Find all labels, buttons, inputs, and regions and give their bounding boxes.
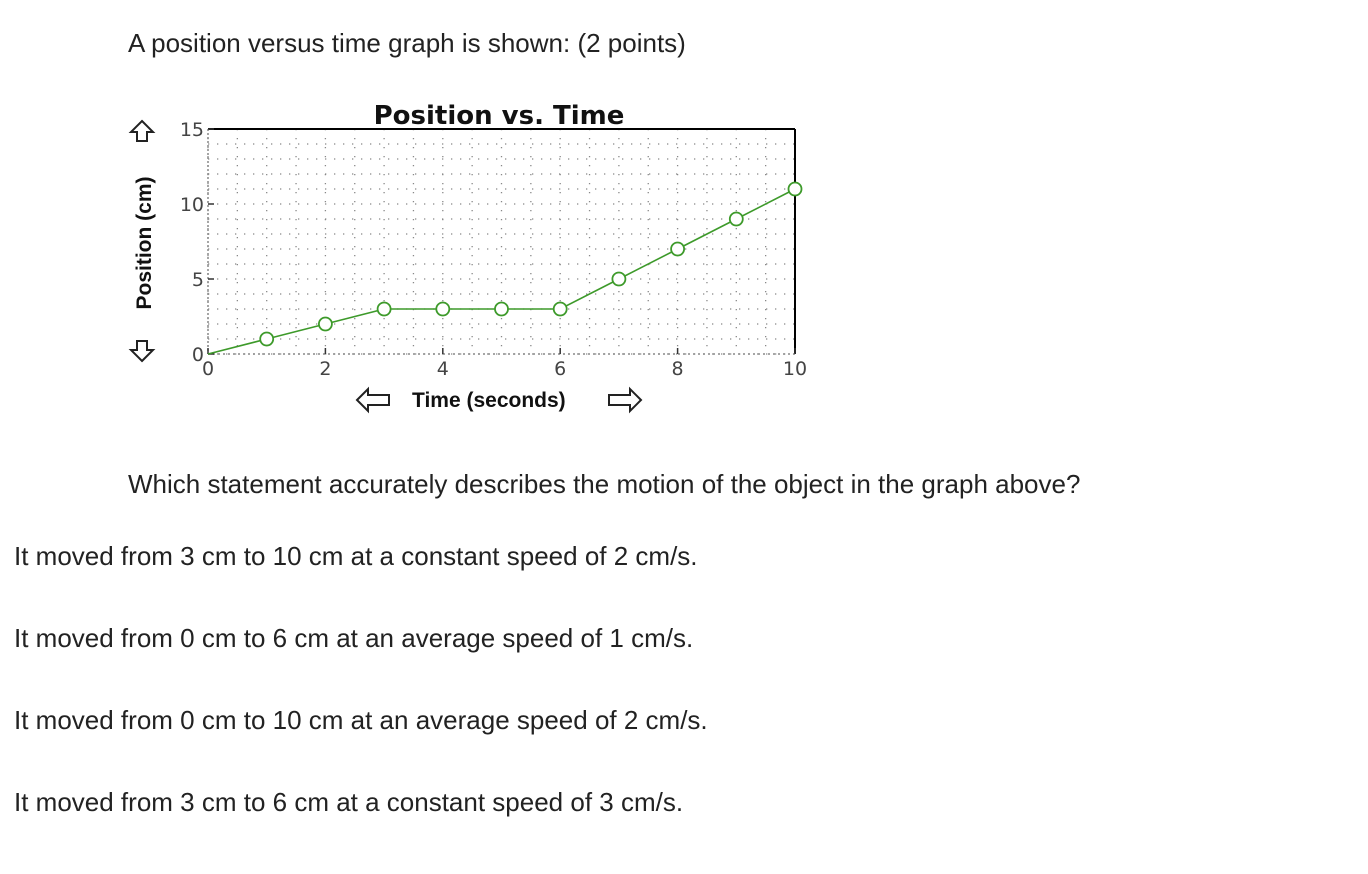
data-point-marker	[378, 303, 391, 316]
y-tick-label: 5	[191, 269, 204, 291]
chart-title: Position vs. Time	[373, 101, 625, 131]
answer-choice-3[interactable]: It moved from 0 cm to 10 cm at an average speed of 2 cm/s.	[14, 705, 708, 735]
x-tick-label: 0	[201, 358, 215, 380]
y-axis-label: Position (cm)	[133, 176, 156, 310]
data-point-marker	[789, 183, 802, 196]
series-line	[208, 189, 795, 354]
x-tick-label: 8	[671, 358, 684, 380]
data-point-marker	[436, 303, 449, 316]
x-tick-label: 6	[554, 358, 567, 380]
data-point-marker	[260, 333, 273, 346]
answer-choice-2[interactable]: It moved from 0 cm to 6 cm at an average speed of 1 cm/s.	[14, 623, 694, 653]
data-point-marker	[495, 303, 508, 316]
position-time-graph	[120, 95, 840, 425]
chart-frame	[208, 129, 795, 354]
data-point-marker	[730, 213, 743, 226]
data-point-marker	[319, 318, 332, 331]
y-tick-label: 15	[179, 119, 204, 141]
x-tick-label: 2	[319, 358, 332, 380]
chart-grid	[208, 129, 795, 354]
question-text: Which statement accurately describes the motion of the object in the graph above?	[128, 469, 1081, 499]
y-tick-label: 10	[179, 194, 204, 216]
data-point-marker	[612, 273, 625, 286]
x-tick-label: 4	[436, 358, 449, 380]
data-point-marker	[671, 243, 684, 256]
x-axis-right-arrow-icon	[609, 389, 641, 411]
chart-svg	[120, 95, 840, 425]
answer-choice-1[interactable]: It moved from 3 cm to 10 cm at a constant speed of 2 cm/s.	[14, 541, 698, 571]
y-axis-up-arrow-icon	[131, 121, 153, 141]
y-axis-down-arrow-icon	[131, 341, 153, 361]
y-tick-label: 0	[191, 344, 204, 366]
question-prompt: A position versus time graph is shown: (2 points)	[128, 28, 686, 58]
data-point-marker	[554, 303, 567, 316]
answer-choices	[14, 539, 708, 867]
x-axis-left-arrow-icon	[357, 389, 389, 411]
x-tick-label: 10	[782, 358, 808, 380]
chart-series	[208, 183, 802, 355]
x-axis-label: Time (seconds)	[412, 389, 566, 412]
answer-choice-4[interactable]: It moved from 3 cm to 6 cm at a constant speed of 3 cm/s.	[14, 787, 684, 817]
